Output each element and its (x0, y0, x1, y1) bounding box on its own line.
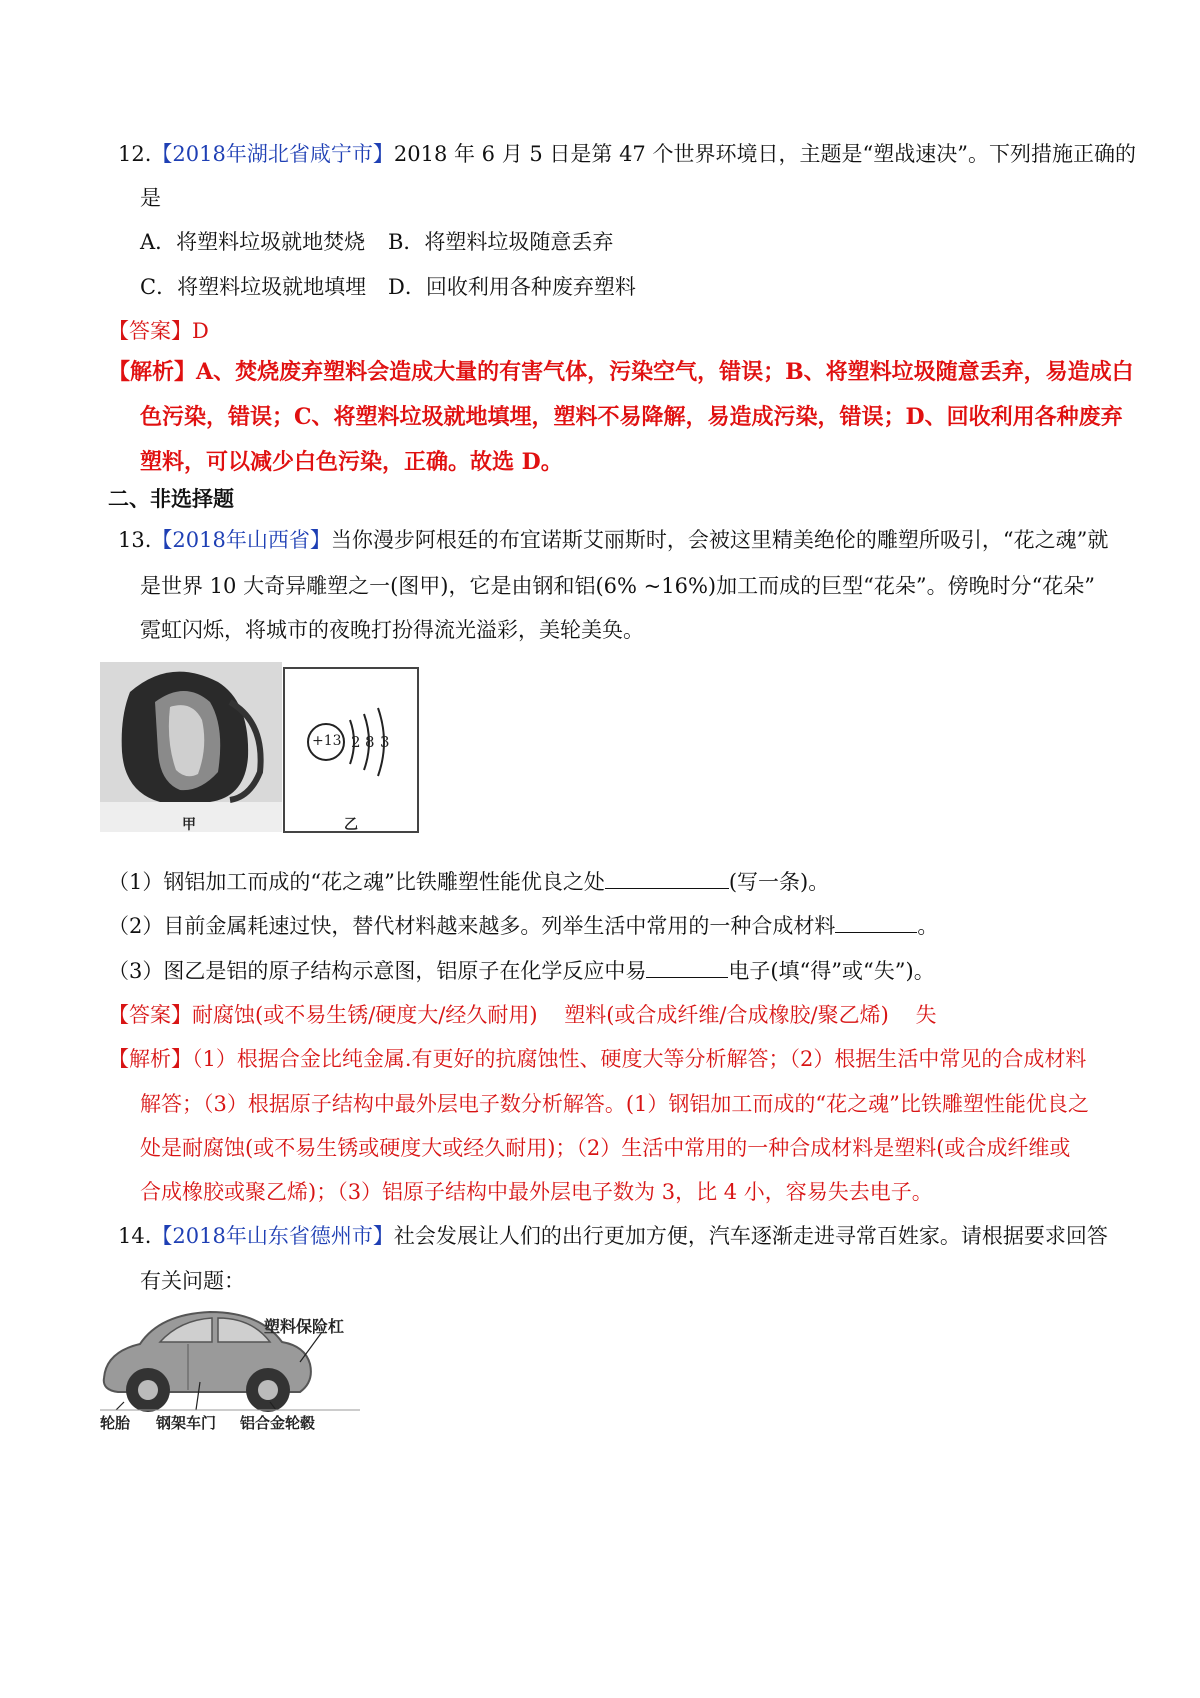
q13-analysis-line3: 处是耐腐蚀(或不易生锈或硬度大或经久耐用)；（2）生活中常用的一种合成材料是塑料(或合成纤维或 (140, 1136, 1071, 1160)
q13-sub1-text: （1）钢铝加工而成的“花之魂”比铁雕塑性能优良之处 (108, 870, 605, 894)
tire-label: 轮胎 (100, 1414, 131, 1432)
analysis-tag: 【解析】 (108, 359, 197, 385)
q13-sub1-blank[interactable] (605, 868, 729, 889)
nucleus-charge: +13 (312, 733, 342, 749)
q12-line1 (118, 138, 1136, 170)
q13-analysis-text: （1）根据合金比纯金属.有更好的抗腐蚀性、硬度大等分析解答；（2）根据生活中常见的合成材料 (192, 1047, 1087, 1071)
section-title: 二、非选择题 (108, 486, 234, 511)
answer-tag: 【答案】 (108, 1003, 192, 1027)
q14-car-figure (100, 1302, 360, 1432)
q13-sub2 (108, 910, 938, 942)
shell-1-electrons: 2 (351, 733, 361, 751)
sculpture-photo (100, 662, 420, 842)
shell-3-electrons: 3 (380, 733, 390, 751)
q12-number: 12. (118, 142, 152, 166)
q13-analysis-line1 (108, 1043, 1086, 1075)
q13-sub2-suffix: 。 (917, 914, 939, 938)
q12-answer-value: D (192, 319, 209, 343)
figure-label-b: 乙 (344, 817, 358, 833)
answer-tag: 【答案】 (108, 319, 192, 343)
bumper-label: 塑料保险杠 (264, 1317, 345, 1336)
wheel-label: 铝合金轮毂 (240, 1414, 316, 1432)
q12-option-a: A．将塑料垃圾就地焚烧 (140, 230, 366, 254)
q13-answer (108, 999, 936, 1031)
q12-analysis-line1 (108, 356, 1134, 388)
q13-stem-line3: 霓虹闪烁，将城市的夜晚打扮得流光溢彩，美轮美奂。 (140, 618, 644, 642)
q13-answer-value: 耐腐蚀(或不易生锈/硬度大/经久耐用) 塑料(或合成纤维/合成橡胶/聚乙烯) 失 (192, 1003, 937, 1027)
q13-sub3-text: （3）图乙是铝的原子结构示意图，铝原子在化学反应中易 (108, 959, 647, 983)
q13-stem-line2: 是世界 10 大奇异雕塑之一(图甲)，它是由钢和铝(6% ~16%)加工而成的巨型“花朵”。傍晚时分“花朵” (140, 574, 1096, 598)
q13-figure (100, 662, 420, 842)
q12-stem: 2018 年 6 月 5 日是第 47 个世界环境日，主题是“塑战速决”。下列措施正确的 (393, 142, 1136, 166)
q13-source: 【2018年山西省】 (151, 528, 331, 552)
shell-2-electrons: 8 (365, 733, 375, 751)
q14-stem-cont: 有关问题： (140, 1269, 245, 1293)
q12-stem-cont: 是 (140, 186, 161, 210)
q14-line1 (118, 1220, 1108, 1252)
door-label: 钢架车门 (156, 1414, 217, 1432)
q13-sub2-blank[interactable] (835, 912, 917, 933)
q13-sub2-text: （2）目前金属耗速过快，替代材料越来越多。列举生活中常用的一种合成材料 (108, 914, 836, 938)
q12-analysis-line3: 塑料，可以减少白色污染，正确。故选 D。 (140, 449, 563, 475)
q12-source: 【2018年湖北省咸宁市】 (151, 142, 394, 166)
q13-sub3-blank[interactable] (646, 957, 728, 978)
analysis-tag: 【解析】 (108, 1047, 192, 1071)
q13-sub3 (108, 955, 935, 987)
figure-label-a: 甲 (182, 817, 196, 833)
q14-number: 14. (118, 1224, 152, 1248)
q14-stem: 社会发展让人们的出行更加方便，汽车逐渐走进寻常百姓家。请根据要求回答 (393, 1224, 1108, 1248)
q13-sub3-suffix: 电子(填“得”或“失”)。 (728, 959, 935, 983)
q12-analysis-text: A、焚烧废弃塑料会造成大量的有害气体，污染空气，错误；B、将塑料垃圾随意丢弃，易造成白 (196, 359, 1134, 385)
q13-sub1-suffix: (写一条)。 (728, 870, 830, 894)
q12-analysis-line2: 色污染，错误；C、将塑料垃圾就地填埋，塑料不易降解，易造成污染，错误；D、回收利用各种废弃 (140, 404, 1123, 430)
q13-analysis-line2: 解答；（3）根据原子结构中最外层电子数分析解答。(1）钢铝加工而成的“花之魂”比铁雕塑性能优良之 (140, 1092, 1089, 1116)
q13-line1 (118, 524, 1108, 556)
q12-option-d: D．回收利用各种废弃塑料 (388, 275, 636, 299)
q12-option-c: C．将塑料垃圾就地填埋 (140, 275, 367, 299)
q13-number: 13. (118, 528, 152, 552)
q14-source: 【2018年山东省德州市】 (151, 1224, 394, 1248)
q13-analysis-line4: 合成橡胶或聚乙烯)；（3）铝原子结构中最外层电子数为 3，比 4 小，容易失去电子。 (140, 1180, 933, 1204)
q13-stem: 当你漫步阿根廷的布宜诺斯艾丽斯时，会被这里精美绝伦的雕塑所吸引，“花之魂”就 (330, 528, 1109, 552)
q12-option-b: B．将塑料垃圾随意丢弃 (388, 230, 614, 254)
q12-answer (108, 315, 209, 347)
q13-sub1 (108, 866, 829, 898)
